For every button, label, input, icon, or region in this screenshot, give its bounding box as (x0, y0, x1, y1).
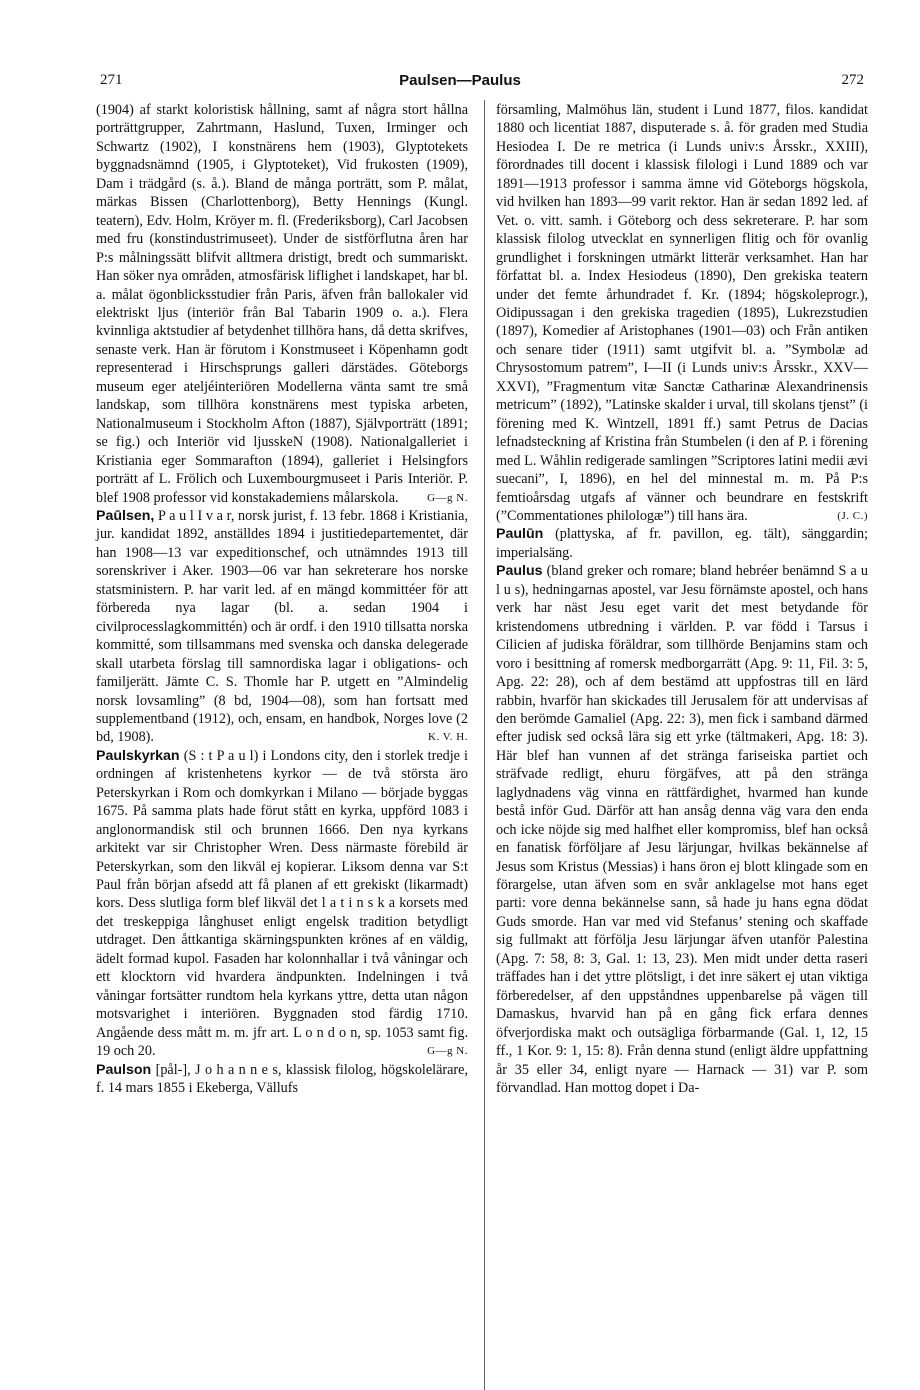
entry-paulun (496, 525, 868, 562)
author-signature: G—g N. (427, 1045, 468, 1058)
right-column (496, 101, 868, 1097)
page-number-left: 271 (100, 72, 123, 88)
entry-text: (bland greker och romare; bland hebréer benämnd S a u l u s), hedningarnas apostel, var Jesu förnämste apostel, och hans verk har näst Jesu eget varit det mest betydande för kristendomens utbredning i världen. P. var född i Tarsus i Cilicien af judiska föräldrar, som tillhörde Benjamins stam och voro i besittning af romersk medborgarrätt (Apg. 9: 11, Fil. 3: 5, Apg. 22: 28), och af dem bestämd att uppfostras till en lärd rabbin, hvarför han skickades till Jerusalem för att undervisas af den berömde Gamaliel (Apg. 22: 3), men fick i samband därmed efter judisk sed också lära sig ett yrke (tältmakeri, Apg. 18: 3). Här blef han vunnen af det stränga fariseiska partiet och sträfvade redligt, ehuru förgäfves, att på den stränga laglydnadens väg vinna en rättfärdighet, hvarmed han kunde bestå inför Gud. Därför att han ansåg denna väg vara den enda och icke nöjde sig med halfhet eller kompromiss, blef han också en fanatisk förföljare af Jesu lärjungar, hvilkas bekännelse af Jesus som Kristus (Messias) i hans öron ej blott klingade som en förargelse, utan äfven som en svår anklagelse mot hans eget parti: vore denna bekännelse sann, så hade ju hans egna dödat Guds smorde. Han var med vid Stefanus’ stening och skaffade sig fullmakt att förfölja Jesu lärjungar äfven utanför Palestina (Apg. 7: 58, 8: 3, Gal. 1: 13, 23). Men midt under detta raseri träffades han i det yttre plötsligt, i det inre säkert ej utan viktiga förberedelser, af den uppståndnes uppenbarelse på vägen till Damaskus, hvarvid han på en gång fick erfara dennes öfverjordiska makt och outsägliga förbarmande (Gal. 1, 12, 15 ff., 1 Kor. 9: 1, 15: 8). Från denna stund (enligt äldre uppfattning år 35 eller 34, enligt nyare — Harnack — 31) var P. som förvandlad. Han mottog dopet i Da- (496, 563, 868, 1097)
author-signature: G—g N. (427, 491, 468, 504)
entry-headword: Paulus (496, 563, 543, 580)
paragraph-text: (1904) af starkt koloristisk hållning, samt af några stort hållna porträttgrupper, Zahrtmann, Haslund, Tuxen, Irminger och Schwartz (1902), I konstnärens hem (1903), Glyptotekets byggnadsnämnd (1905, i Glyptoteket), Vid frukosten (1909), Dam i trädgård (s. å.). Bland de många porträtt, som P. målat, märkas Bissen (Charlottenborg), Betty Hennings (Kungl. teatern), Edv. Holm, Kröyer m. fl. (Frederiksborg), Carl Jacobsen med fru (konstindustrimuseet). Under de sistförflutna åren har P:s målningssätt blifvit alltmera dristigt, bredt och summariskt. Han söker nya områden, atmosfärisk liflighet i landskapet, har bl. a. målat ögonblicksstudier från Paris, äfven från ballokaler vid elektriskt ljus (interiör från Bal Tabarin 1909 o. a.). Flera kvinnliga aktstudier af betydenhet tillhöra hans, då detta skrifves, senaste verk. Han är förutom i Konstmuseet i Köpenhamn godt representerad i Hirschsprungs galleri därstädes. Göteborgs museum eger ateljéinteriören Modellerna vänta samt tre små landskap, som tillhöra konstnärens mest typiska arbeten, Nationalmuseum i Stockholm Afton (1887), Självporträtt (1891; se fig.) och Interiör vid ljusskeN (1908). Nationalgalleriet i Kristiania eger Sommarafton (1894), galleriet i Helsingfors porträtt af L. Frölich och Luxembourgmuseet i Paris Interiör. P. blef 1908 professor vid konstakademiens målarskola. (96, 102, 468, 506)
entry-paulsen (96, 507, 468, 747)
left-column (96, 101, 468, 1097)
entry-text: (plattyska, af fr. pavillon, eg. tält), sänggardin; imperialsäng. (496, 526, 869, 561)
author-signature: K. V. H. (428, 731, 468, 744)
entry-text: (S : t P a u l) i Londons city, den i storlek tredje i ordningen af kristenhetens kyrkor — de två största äro Peterskyrkan i Rom och domkyrkan i Milano — började byggas 1675. På samma plats hade förut stått en kyrka, uppförd 1083 i anglonormandisk stil och brunnen 1666. Den nya kyrkans arkitekt var sir Christopher Wren. Dess närmaste förebild är Peterskyrkan, som den likväl ej kopierar. Liksom denna var S:t Paul från början afsedd att få planen af ett grekiskt (likarmadt) kors. Dess slutliga form blef likväl det l a t i n s k a korsets med det treskeppiga långhuset enligt engelsk tradition betydligt utdraget. Den åttkantiga skärningspunkten krönes af en väldig, ädelt formad kupol. Fasaden har kolonnhallar i två våningar och ett klocktorn vid hvardera ändpunkten. Indelningen i två våningar fortsätter rundtom hela kyrkans yttre, detta utan någon motsvarighet i interiören. Byggnaden stod färdig 1710. Angående dess mått m. m. jfr art. L o n d o n, sp. 1053 samt fig. 19 och 20. (96, 747, 469, 1060)
entry-headword: Paulskyrkan (96, 747, 180, 764)
column-divider (484, 100, 485, 1390)
entry-text: [pål-], J o h a n n e s, klassisk filolog, högskolelärare, f. 14 mars 1855 i Ekeberga, Vällufs (96, 1061, 468, 1097)
page-number-right: 272 (841, 72, 864, 88)
entry-headword: Paulson (96, 1061, 152, 1078)
entry-paulus (496, 562, 868, 1097)
entry-paulskyrkan (96, 747, 468, 1061)
running-head: Paulsen—Paulus (399, 72, 521, 89)
paragraph-continuation (496, 101, 868, 525)
author-signature: (J. C.) (837, 509, 868, 522)
paragraph-continuation (96, 101, 468, 507)
paragraph-text: församling, Malmöhus län, student i Lund 1877, filos. kandidat 1880 och licentiat 1887, disputerade s. å. för graden med Studia Hesiodea I. De re metrica (i Lunds univ:s Årsskr., XXIII), förordnades till docent i klassisk filologi i Lund 1889 och var 1891—1913 professor i samma ämne vid Göteborgs högskola, vid hvilken han 1893—99 varit rektor. Han är sedan 1892 led. af Vet. o. vitt. samh. i Göteborg och dess sekreterare. P. har som klassisk filolog utvecklat en synnerligen flitig och för ovanlig grundlighet i forskningen utmärkt litterär verksamhet. Han har författat bl. a. Index Hesiodeus (1890), Den grekiska teatern under det femte århundradet f. Kr. (1894; högskoleprogr.), Oidipussagan i den grekiska tragedien (1895), Lukrezstudien (1897), Komedier af Aristophanes (1901—03) och Från antiken och senare tider (1911) samt utgifvit bl. a. ”Symbolæ ad Chrysostomum patrem”, I—II (i Lunds univ:s Årsskr., XXV—XXVI), ”Fragmentum vitæ Sanctæ Catharinæ Alexandrinensis metricum” (1892), ”Latinske skalder i urval, till skolans tjenst” (i förening med K. Wintzell, 1891 ff.) samt Petrus de Dacias lefnadsteckning af Kristina från Stumbelen (i den af P. i förening med L. Wåhlin redigerade samlingen ”Scriptores latini medii ævi suecani”, I, 1896), en hel del minnestal m. m. På P:s femtioårsdag utgafs af vänner och beundrare en festskrift (”Commentationes philologæ”) till hans ära. (496, 102, 868, 524)
entry-paulson (96, 1061, 468, 1098)
entry-text: P a u l I v a r, norsk jurist, f. 13 febr. 1868 i Kristiania, jur. kandidat 1892, anställdes 1894 i justitiedepartementet, där han 1908—13 var expeditionschef, och utnämndes 1913 till sorenskriver i Aker. 1903—06 var han sekreterare hos norske statsministern. P. har varit led. af en mängd kommittéer för att förbereda nya lagar (bl. a. sedan 1904 i civilprocesslagkommittén) och är ordf. i den 1910 tillsatta norska kommitté, som tillsammans med svenska och danska delegerade skall utarbeta förslag till samnordiska lagar i obligations- och familjerätt. Jämte C. S. Thomle har P. utgett en ”Almindelig norsk lovsamling” (8 bd, 1904—08), som han fortsatt med supplementband (1912), och, ensam, en handbok, Norges love (2 bd, 1908). (96, 507, 468, 746)
entry-headword: Paūlsen, (96, 507, 155, 524)
entry-headword: Paulūn (496, 526, 544, 543)
